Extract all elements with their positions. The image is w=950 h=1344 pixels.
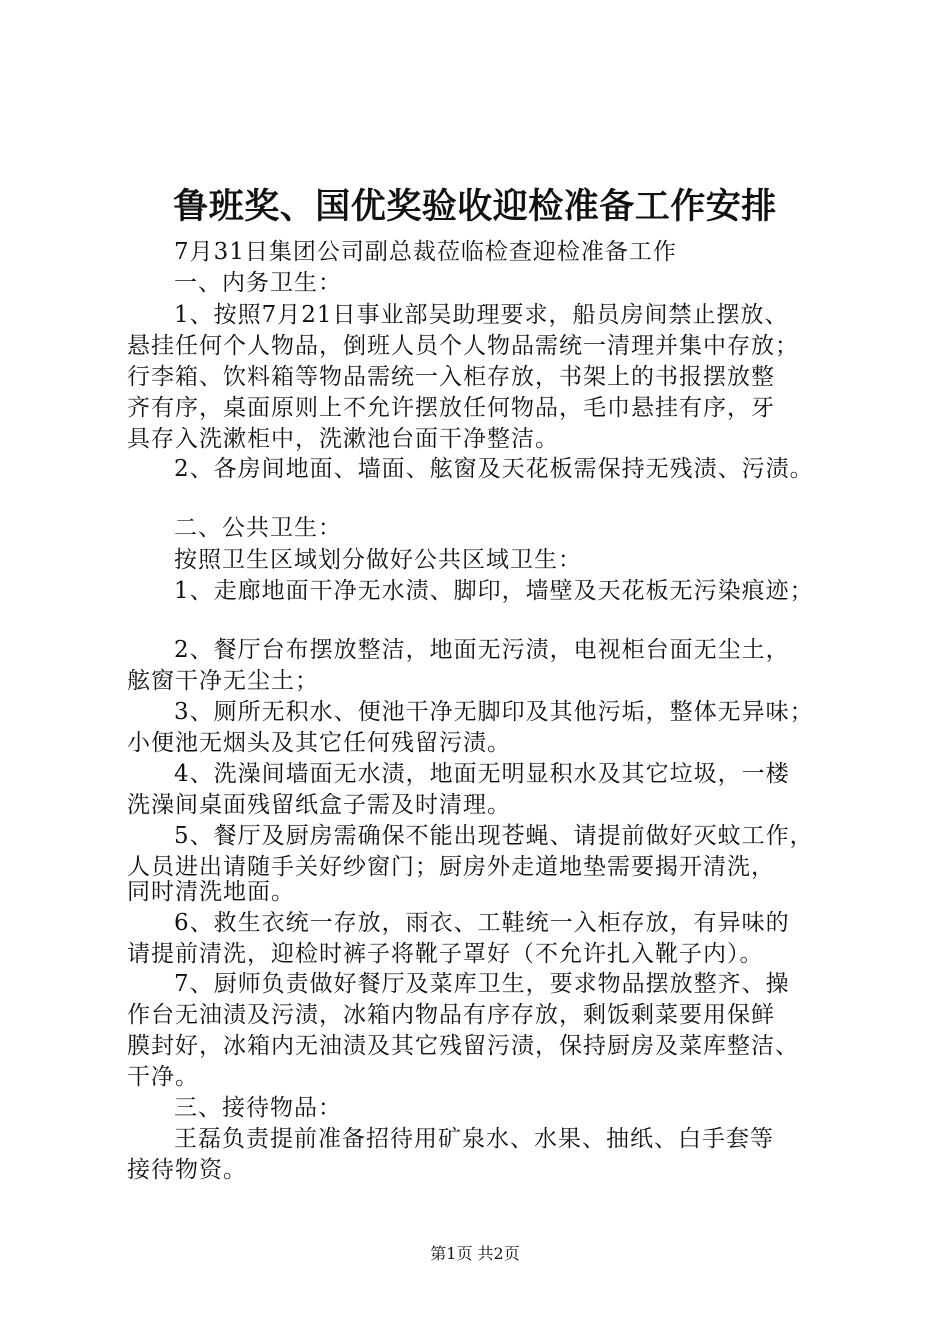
paragraph-line: 2、餐厅台布摆放整洁，地面无污渍，电视柜台面无尘土， bbox=[174, 637, 790, 663]
paragraph-line: 人员进出请随手关好纱窗门；厨房外走道地垫需要揭开清洗， bbox=[127, 854, 775, 880]
paragraph-line: 作台无油渍及污渍，冰箱内物品有序存放，剩饭剩菜要用保鲜 bbox=[127, 1002, 775, 1028]
paragraph-line: 按照卫生区域划分做好公共区域卫生： bbox=[174, 547, 582, 573]
paragraph-line: 具存入洗漱柜中，洗漱池台面干净整洁。 bbox=[127, 426, 559, 452]
paragraph-line: 洗澡间桌面残留纸盒子需及时清理。 bbox=[127, 792, 511, 818]
paragraph-line: 干净。 bbox=[127, 1064, 199, 1090]
paragraph-line: 王磊负责提前准备招待用矿泉水、水果、抽纸、白手套等 bbox=[174, 1126, 774, 1152]
paragraph-line: 1、按照7月21日事业部吴助理要求，船员房间禁止摆放、 bbox=[174, 302, 789, 328]
paragraph-line: 同时清洗地面。 bbox=[127, 879, 295, 905]
paragraph-line: 小便池无烟头及其它任何残留污渍。 bbox=[127, 730, 511, 756]
paragraph-line: 2、各房间地面、墙面、舷窗及天花板需保持无残渍、污渍。 bbox=[174, 456, 814, 482]
paragraph-line: 悬挂任何个人物品，倒班人员个人物品需统一清理并集中存放； bbox=[127, 333, 799, 359]
section-heading: 三、接待物品： bbox=[174, 1095, 342, 1121]
paragraph-line: 膜封好，冰箱内无油渍及其它残留污渍，保持厨房及菜库整洁、 bbox=[127, 1033, 799, 1059]
paragraph-line: 4、洗澡间墙面无水渍，地面无明显积水及其它垃圾，一楼 bbox=[174, 761, 790, 787]
page-footer: 第1页 共2页 bbox=[430, 1244, 520, 1263]
paragraph-line: 请提前清洗，迎检时裤子将靴子罩好（不允许扎入靴子内）。 bbox=[127, 941, 764, 967]
section-heading: 二、公共卫生： bbox=[174, 515, 342, 541]
paragraph-line: 3、厕所无积水、便池干净无脚印及其他污垢，整体无异味； bbox=[174, 699, 814, 725]
paragraph-line: 7、厨师负责做好餐厅及菜库卫生，要求物品摆放整齐、操 bbox=[174, 971, 790, 997]
section-heading: 一、内务卫生： bbox=[174, 270, 342, 296]
document-title: 鲁班奖、国优奖验收迎检准备工作安排 bbox=[173, 186, 777, 227]
paragraph-line: 1、走廊地面干净无水渍、脚印，墙壁及天花板无污染痕迹； bbox=[174, 578, 814, 604]
paragraph-line: 舷窗干净无尘土； bbox=[127, 668, 319, 694]
paragraph-line: 6、救生衣统一存放，雨衣、工鞋统一入柜存放，有异味的 bbox=[174, 910, 790, 936]
paragraph-line: 接待物资。 bbox=[127, 1157, 247, 1183]
paragraph-line: 5、餐厅及厨房需确保不能出现苍蝇、请提前做好灭蚊工作， bbox=[174, 823, 814, 849]
paragraph-line: 行李箱、饮料箱等物品需统一入柜存放，书架上的书报摆放整 bbox=[127, 364, 775, 390]
paragraph-line: 齐有序，桌面原则上不允许摆放任何物品，毛巾悬挂有序，牙 bbox=[127, 395, 775, 421]
intro-line: 7月31日集团公司副总裁莅临检查迎检准备工作 bbox=[174, 239, 677, 265]
